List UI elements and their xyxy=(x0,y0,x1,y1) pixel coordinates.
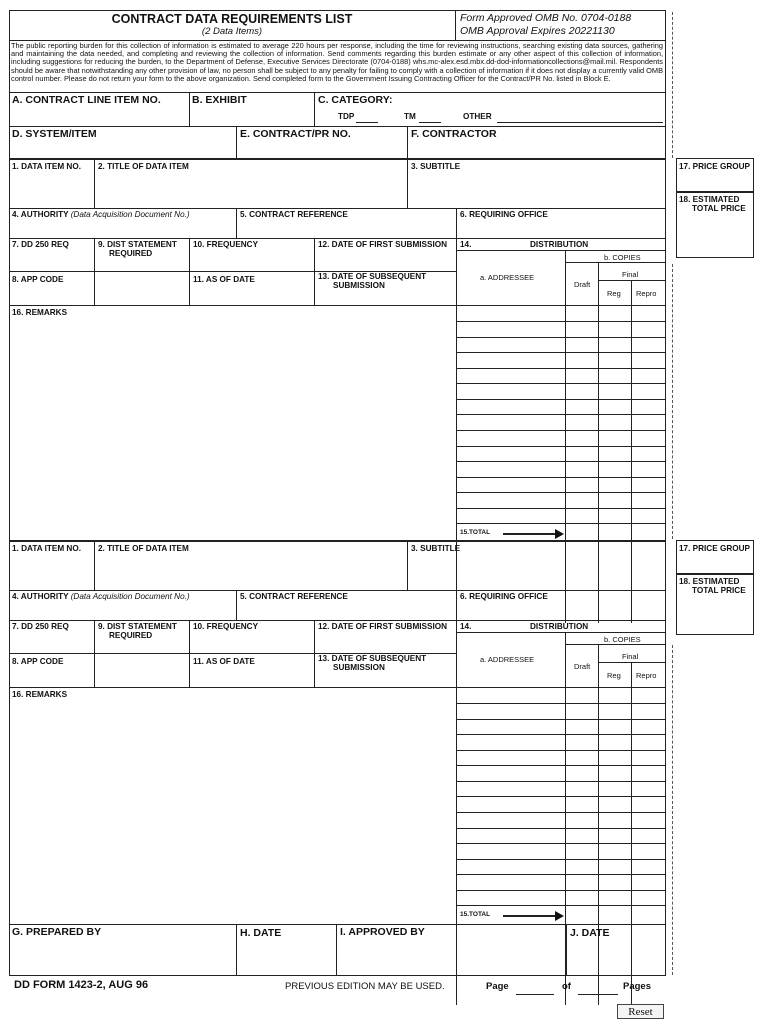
item2-addressee-field[interactable] xyxy=(458,690,563,900)
title-of-data-item-label: 2. TITLE OF DATA ITEM xyxy=(98,162,189,171)
approved-by-field[interactable] xyxy=(340,940,564,974)
dist-statement-required-label: REQUIRED xyxy=(109,631,153,640)
date-h-field[interactable] xyxy=(240,940,334,974)
estimated-total-price-label: TOTAL PRICE xyxy=(692,204,746,213)
authority-label: 4. AUTHORITY (Data Acquisition Document No.) xyxy=(12,592,190,601)
addressee-label: a. ADDRESSEE xyxy=(480,273,535,282)
draft-label: Draft xyxy=(574,662,591,671)
reg-label: Reg xyxy=(607,671,621,680)
page-number-field[interactable] xyxy=(516,994,554,995)
data-item-no-label: 1. DATA ITEM NO. xyxy=(12,544,81,553)
contract-pr-field[interactable] xyxy=(240,141,405,158)
arrow-right-icon xyxy=(555,911,564,921)
contractor-label: F. CONTRACTOR xyxy=(411,128,497,140)
dd250-req-label: 7. DD 250 REQ xyxy=(12,622,69,631)
date-subsequent-submission-label: SUBMISSION xyxy=(333,663,385,672)
date-j-label: J. DATE xyxy=(570,927,610,939)
page-label: Page xyxy=(486,981,509,992)
final-label: Final xyxy=(622,652,639,661)
category-tdp[interactable]: TDP xyxy=(338,112,355,121)
pages-label: Pages xyxy=(623,981,651,992)
total-label: 15.TOTAL xyxy=(460,911,491,918)
item2-app-code-field[interactable] xyxy=(12,668,92,686)
item2-data-item-no-field[interactable] xyxy=(12,556,92,588)
item2-dist-statement-field[interactable] xyxy=(98,641,186,687)
item1-dd250-field[interactable] xyxy=(12,252,92,270)
date-first-submission-label: 12. DATE OF FIRST SUBMISSION xyxy=(318,622,448,631)
distribution-label: DISTRIBUTION xyxy=(530,622,589,631)
contract-line-item-label: A. CONTRACT LINE ITEM NO. xyxy=(12,94,161,106)
frequency-label: 10. FREQUENCY xyxy=(193,240,259,249)
item1-dist-statement-field[interactable] xyxy=(98,259,186,305)
approved-by-label: I. APPROVED BY xyxy=(340,926,425,938)
remarks-label: 16. REMARKS xyxy=(12,308,68,317)
of-label: of xyxy=(562,981,571,992)
authority-label: 4. AUTHORITY (Data Acquisition Document No.) xyxy=(12,210,190,219)
exhibit-label: B. EXHIBIT xyxy=(192,94,247,106)
estimated-total-price-label: TOTAL PRICE xyxy=(692,586,746,595)
previous-edition-note: PREVIOUS EDITION MAY BE USED. xyxy=(285,981,445,992)
item2-contract-reference-field[interactable] xyxy=(240,604,454,620)
requiring-office-label: 6. REQUIRING OFFICE xyxy=(460,592,548,601)
item1-authority-field[interactable] xyxy=(12,222,234,238)
margin-dashed-line xyxy=(672,12,673,158)
remarks-label: 16. REMARKS xyxy=(12,690,68,699)
item2-authority-field[interactable] xyxy=(12,604,234,620)
omb-number: Form Approved OMB No. 0704-0188 xyxy=(460,12,632,24)
date-subsequent-label: 13. DATE OF SUBSEQUENT xyxy=(318,272,427,281)
item1-contract-reference-field[interactable] xyxy=(240,222,454,238)
system-item-field[interactable] xyxy=(12,141,234,158)
date-subsequent-submission-label: SUBMISSION xyxy=(333,281,385,290)
item1-addressee-field[interactable] xyxy=(458,308,563,518)
price-group-label: 17. PRICE GROUP xyxy=(679,544,750,553)
burden-statement: The public reporting burden for this collection of information is estimated to average 220 hours per response, including the time for reviewing instructions, searching existing data sources, gathering and maintaining the data needed, and completing and reviewing the collection of information. Send comments regarding this burden estimate or any other aspect of this collection of information, including suggestions for reducing the burden, to the Department of Defense, Executive Services Directorate (0704-0188) whs.mc-alex.esd.mbx.dd-dod-informationcollections@mail.mil. Respondents should be aware that notwithstanding any other provision of law, no person shall be subject to any penalty for failing to comply with a collection of information if it does not display a currently valid OMB control number. Please do not return your form to the above organization. Send completed form to the Government Issuing Contracting Officer for the Contract/PR No. listed in Block E. xyxy=(11,41,663,83)
distribution-label: DISTRIBUTION xyxy=(530,240,589,249)
contractor-field[interactable] xyxy=(411,141,663,158)
dd250-req-label: 7. DD 250 REQ xyxy=(12,240,69,249)
prepared-by-field[interactable] xyxy=(12,940,234,974)
dist-statement-label: 9. DIST STATEMENT xyxy=(98,622,177,631)
reset-button[interactable]: Reset xyxy=(617,1004,664,1019)
item1-data-item-no-field[interactable] xyxy=(12,174,92,206)
date-subsequent-label: 13. DATE OF SUBSEQUENT xyxy=(318,654,427,663)
item1-as-of-date-field[interactable] xyxy=(193,286,312,304)
estimated-total-label: 18. ESTIMATED xyxy=(679,195,740,204)
item1-requiring-office-field[interactable] xyxy=(460,222,663,238)
app-code-label: 8. APP CODE xyxy=(12,275,64,284)
margin-dashed-line xyxy=(672,264,673,539)
item2-title-field[interactable] xyxy=(98,556,404,588)
repro-label: Repro xyxy=(636,671,657,680)
estimated-total-label: 18. ESTIMATED xyxy=(679,577,740,586)
form-subtitle: (2 Data Items) xyxy=(201,26,263,37)
as-of-date-label: 11. AS OF DATE xyxy=(193,275,255,284)
item2-dd250-field[interactable] xyxy=(12,634,92,652)
system-item-label: D. SYSTEM/ITEM xyxy=(12,128,97,140)
date-j-field[interactable] xyxy=(570,940,662,974)
dist-statement-required-label: REQUIRED xyxy=(109,249,153,258)
copies-label: b. COPIES xyxy=(604,253,641,262)
date-h-label: H. DATE xyxy=(240,927,282,939)
as-of-date-label: 11. AS OF DATE xyxy=(193,657,255,666)
draft-label: Draft xyxy=(574,280,591,289)
app-code-label: 8. APP CODE xyxy=(12,657,64,666)
item2-as-of-date-field[interactable] xyxy=(193,668,312,686)
exhibit-field[interactable] xyxy=(192,108,312,126)
item2-date-subsequent-field[interactable] xyxy=(318,673,454,687)
category-tm[interactable]: TM xyxy=(404,112,416,121)
contract-reference-label: 5. CONTRACT REFERENCE xyxy=(240,210,348,219)
omb-expiration: OMB Approval Expires 20221130 xyxy=(460,25,615,37)
distribution-number-label: 14. xyxy=(460,622,472,631)
total-pages-field[interactable] xyxy=(578,994,618,995)
item2-date-first-field[interactable] xyxy=(318,634,454,652)
contract-pr-label: E. CONTRACT/PR NO. xyxy=(240,128,351,140)
item1-subtitle-field[interactable] xyxy=(411,174,663,206)
category-label: C. CATEGORY: xyxy=(318,94,393,106)
repro-label: Repro xyxy=(636,289,657,298)
reg-label: Reg xyxy=(607,289,621,298)
total-label: 15.TOTAL xyxy=(460,529,491,536)
copies-label: b. COPIES xyxy=(604,635,641,644)
item2-subtitle-field[interactable] xyxy=(411,556,663,588)
addressee-label: a. ADDRESSEE xyxy=(480,655,535,664)
form-title: CONTRACT DATA REQUIREMENTS LIST xyxy=(111,12,353,26)
form-identifier: DD FORM 1423-2, AUG 96 xyxy=(14,979,149,991)
category-other[interactable]: OTHER xyxy=(463,112,492,121)
item1-title-field[interactable] xyxy=(98,174,404,206)
requiring-office-label: 6. REQUIRING OFFICE xyxy=(460,210,548,219)
item1-date-subsequent-field[interactable] xyxy=(318,291,454,305)
data-item-no-label: 1. DATA ITEM NO. xyxy=(12,162,81,171)
final-label: Final xyxy=(622,270,639,279)
item1-frequency-field[interactable] xyxy=(193,252,312,270)
dist-statement-label: 9. DIST STATEMENT xyxy=(98,240,177,249)
price-group-label: 17. PRICE GROUP xyxy=(679,162,750,171)
date-first-submission-label: 12. DATE OF FIRST SUBMISSION xyxy=(318,240,448,249)
arrow-right-icon xyxy=(555,529,564,539)
item1-date-first-field[interactable] xyxy=(318,252,454,270)
contract-reference-label: 5. CONTRACT REFERENCE xyxy=(240,592,348,601)
item2-frequency-field[interactable] xyxy=(193,634,312,652)
subtitle-label: 3. SUBTITLE xyxy=(411,544,461,553)
item1-app-code-field[interactable] xyxy=(12,286,92,304)
margin-dashed-line xyxy=(672,645,673,975)
subtitle-label: 3. SUBTITLE xyxy=(411,162,461,171)
distribution-number-label: 14. xyxy=(460,240,472,249)
title-of-data-item-label: 2. TITLE OF DATA ITEM xyxy=(98,544,189,553)
item2-requiring-office-field[interactable] xyxy=(460,604,663,620)
contract-line-item-field[interactable] xyxy=(12,108,187,126)
prepared-by-label: G. PREPARED BY xyxy=(12,926,102,938)
frequency-label: 10. FREQUENCY xyxy=(193,622,259,631)
